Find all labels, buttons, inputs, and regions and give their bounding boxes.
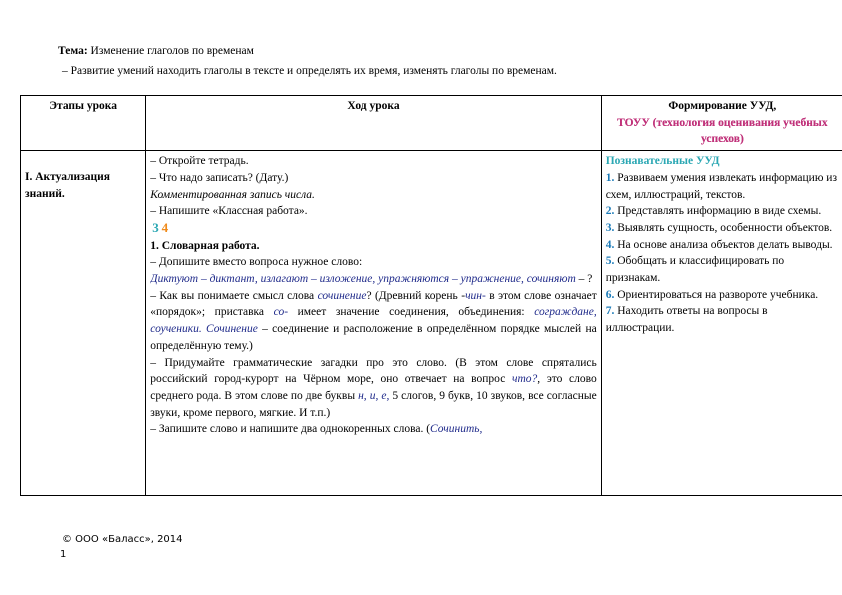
- question-mark: – ?: [575, 273, 593, 286]
- uud-item-number: 1.: [605, 171, 615, 184]
- text: 5 слогов, 9 букв, 10 звуков, все согласные звуки, кроме первого, мягкие. И т.п.): [150, 389, 597, 419]
- uud-item: [606, 170, 839, 203]
- col-header-uud: [601, 96, 842, 151]
- slide-numbers: [150, 220, 596, 238]
- emph-word: сограждане, соученики. Сочинение: [150, 306, 597, 336]
- uud-item-number: 3.: [605, 221, 615, 234]
- stage-cell: [21, 151, 146, 496]
- word-chain: Диктуют – диктант, излагают – изложение, упражняются – упражнение, сочиняют: [150, 273, 576, 286]
- uud-item-number: 6.: [605, 288, 615, 301]
- topic-label: Тема:: [58, 45, 88, 57]
- uud-item-text: Находить ответы на вопросы в иллюстрации.: [605, 305, 768, 335]
- uud-item: [606, 237, 839, 254]
- slide-number-4: 4: [161, 219, 169, 235]
- emph-word: Сочинить,: [430, 423, 483, 436]
- topic-text: Изменение глаголов по временам: [87, 45, 254, 57]
- uud-item: [606, 253, 839, 286]
- lesson-line: Комментированная запись числа.: [150, 188, 315, 201]
- text: в этом слове означает «порядок»; приставка: [150, 289, 597, 319]
- text: – Как вы понимаете смысл слова: [150, 289, 318, 302]
- lesson-table: [20, 95, 842, 496]
- emph-word: что?: [511, 373, 538, 386]
- lesson-paragraph: [150, 421, 596, 438]
- uud-item: [606, 220, 839, 237]
- lesson-paragraph: [150, 355, 596, 422]
- text: , это слово среднего рода. В этом слове по две буквы: [150, 373, 597, 402]
- uud-header-line2: ТОУУ (технология оценивания учебных успехов): [617, 116, 828, 146]
- uud-item-text: Выявлять сущность, особенности объектов.: [614, 221, 833, 234]
- text: – Придумайте грамматические загадки про это слово. (В этом слове спрятались российский город-курорт на Чёрном море, оно отвечает на вопрос: [150, 356, 597, 386]
- lesson-paragraph: [150, 288, 596, 355]
- emph-word: сочинение: [317, 289, 367, 302]
- col-header-stages: Этапы урока: [21, 96, 146, 151]
- uud-item-text: На основе анализа объектов делать выводы.: [614, 238, 833, 251]
- col-header-lesson: Ход урока: [146, 96, 601, 151]
- lesson-line: – Допишите вместо вопроса нужное слово:: [150, 256, 363, 269]
- uud-list: [606, 170, 839, 337]
- emph-word: н, и, е,: [358, 389, 390, 402]
- text: – Запишите слово и напишите два однокоренных слова. (: [150, 423, 431, 436]
- uud-item-text: Обобщать и классифицировать по признакам.: [605, 255, 785, 285]
- uud-item: [606, 203, 839, 220]
- topic-line: [58, 44, 254, 58]
- copyright: © ООО «Баласс», 2014: [62, 534, 183, 545]
- stage-title: I. Актуализация знаний.: [25, 171, 111, 200]
- uud-cell: [601, 151, 842, 496]
- page-number: 1: [60, 549, 67, 560]
- text: имеет значение соединения, объединения:: [288, 306, 535, 319]
- uud-item-number: 5.: [605, 255, 615, 268]
- lesson-cell: [146, 151, 601, 496]
- uud-item: [606, 287, 839, 304]
- uud-item-text: Развиваем умения извлекать информацию из схем, иллюстраций, текстов.: [605, 171, 837, 201]
- lesson-paragraph: [150, 271, 596, 288]
- uud-item-number: 7.: [605, 305, 615, 318]
- emph-word: чин-: [465, 289, 486, 302]
- uud-item-number: 2.: [605, 205, 615, 218]
- uud-title: Познавательные УУД: [605, 155, 720, 168]
- lesson-line: – Откройте тетрадь.: [150, 155, 249, 168]
- uud-header-line1: Формирование УУД,: [668, 100, 777, 112]
- slide-number-3: 3: [152, 219, 159, 235]
- text: – соединение и расположение в определённом порядке мыслей на определённую тему.): [150, 323, 597, 352]
- text: ? (Древний корень -: [366, 289, 466, 302]
- uud-item-number: 4.: [605, 238, 615, 251]
- uud-item-text: Представлять информацию в виде схемы.: [614, 205, 822, 218]
- goal-line: – Развитие умений находить глаголы в тексте и определять их время, изменять глаголы по временам.: [62, 65, 557, 77]
- section-title: 1. Словарная работа.: [150, 239, 260, 252]
- uud-item-text: Ориентироваться на развороте учебника.: [614, 288, 819, 301]
- lesson-line: – Что надо записать? (Дату.): [150, 171, 289, 184]
- emph-word: со-: [273, 306, 289, 319]
- lesson-line: – Напишите «Классная работа».: [150, 205, 308, 218]
- uud-item: [606, 303, 839, 336]
